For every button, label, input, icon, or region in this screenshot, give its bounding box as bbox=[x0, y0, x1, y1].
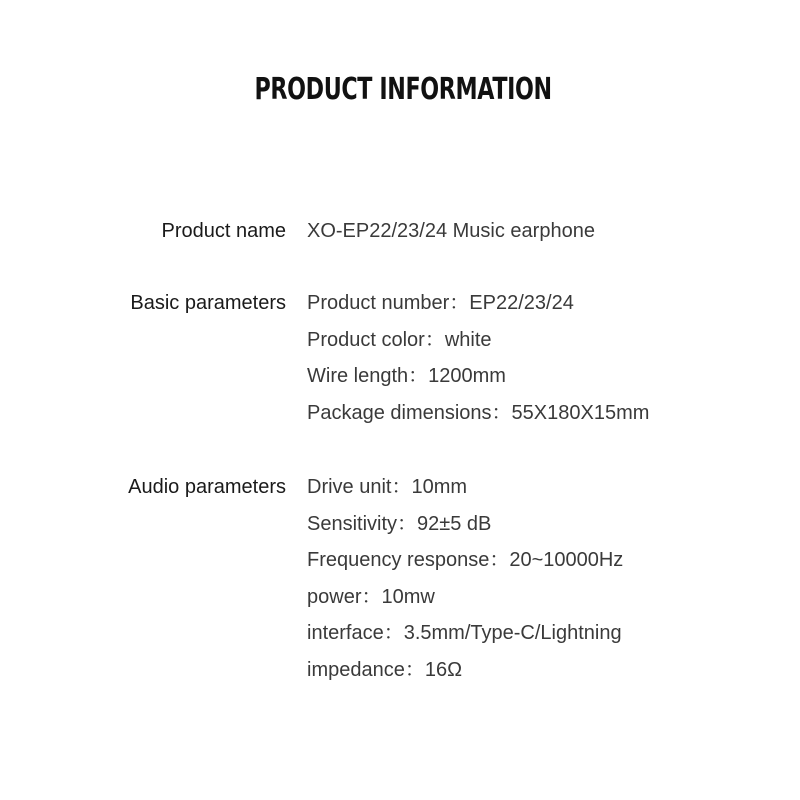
page-title: PRODUCT INFORMATION bbox=[254, 72, 552, 107]
product-color-value: Product color：white bbox=[307, 328, 492, 351]
product-name-values bbox=[307, 216, 595, 246]
frequency-response-value: Frequency response：20~10000Hz bbox=[307, 549, 624, 571]
impedance-value: impedance：16Ω bbox=[307, 658, 463, 681]
basic-parameters-label: Basic parameters bbox=[130, 292, 286, 314]
drive-unit-value: Drive unit：10mm bbox=[307, 476, 468, 498]
product-name-value: XO-EP22/23/24 Music earphone bbox=[307, 220, 595, 242]
basic-parameters-values bbox=[307, 285, 649, 431]
product-number-value: Product number：EP22/23/24 bbox=[307, 292, 574, 314]
audio-parameters-values bbox=[307, 469, 623, 688]
product-name-label: Product name bbox=[161, 220, 286, 242]
audio-parameters-label: Audio parameters bbox=[128, 476, 286, 498]
package-dimensions-value: Package dimensions：55X180X15mm bbox=[307, 401, 650, 424]
sensitivity-value: Sensitivity：92±5 dB bbox=[307, 512, 492, 535]
interface-value: interface：3.5mm/Type-C/Lightning bbox=[307, 622, 622, 644]
power-value: power：10mw bbox=[307, 585, 435, 608]
wire-length-value: Wire length：1200mm bbox=[307, 365, 506, 387]
